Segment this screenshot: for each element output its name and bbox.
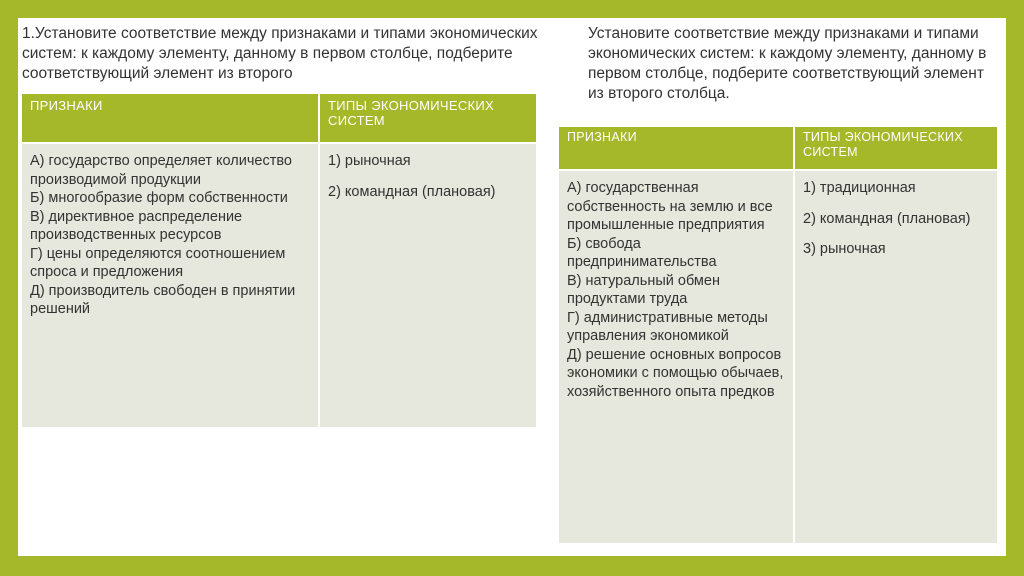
types-cell <box>794 170 997 543</box>
type-3: 3) рыночная <box>803 241 886 257</box>
table-row <box>559 170 997 543</box>
type-1: 1) традиционная <box>803 180 916 196</box>
left-matching-table <box>22 94 536 427</box>
types-cell <box>319 143 536 427</box>
right-task-title: Установите соответствие между признаками и типами экономических систем: к каждому элементу, данному в первом столбце, подберите соответствующий элемент из второго столбца. <box>588 25 987 102</box>
type-1: 1) рыночная <box>328 153 411 169</box>
feature-e: Д) производитель свободен в принятии решений <box>30 282 296 317</box>
feature-a: А) государственная собственность на землю и все промышленные предприятия <box>567 180 773 233</box>
table-header-row <box>22 94 536 143</box>
table-header-row <box>559 127 997 170</box>
header-types: ТИПЫ ЭКОНОМИЧЕСКИХ СИСТЕМ <box>319 94 536 143</box>
type-2: 2) командная (плановая) <box>328 183 496 200</box>
slide <box>18 18 1006 556</box>
feature-d: Г) цены определяются соотношением спроса и предложения <box>30 245 286 280</box>
features-cell <box>22 143 319 427</box>
table-row <box>22 143 536 427</box>
features-cell <box>559 170 794 543</box>
feature-b: Б) многообразие форм собственности <box>30 190 288 206</box>
feature-e: Д) решение основных вопросов экономики с помощью обычаев, хозяйственного опыта предков <box>567 346 784 400</box>
header-features: ПРИЗНАКИ <box>22 94 319 143</box>
feature-a: А) государство определяет количество производимой продукции <box>30 153 292 188</box>
left-task-title: 1.Установите соответствие между признаками и типами экономических систем: к каждому элементу, данному в первом столбце, подберите соответствующий элемент из второго <box>22 25 538 82</box>
feature-d: Г) административные методы управления экономикой <box>567 309 768 344</box>
feature-c: В) натуральный обмен продуктами труда <box>567 272 720 307</box>
type-2: 2) командная (плановая) <box>803 210 971 227</box>
right-matching-table <box>559 127 997 543</box>
header-features: ПРИЗНАКИ <box>559 127 794 170</box>
header-types: ТИПЫ ЭКОНОМИЧЕСКИХ СИСТЕМ <box>794 127 997 170</box>
feature-c: В) директивное распределение производственных ресурсов <box>30 208 243 243</box>
feature-b: Б) свобода предпринимательства <box>567 235 717 270</box>
